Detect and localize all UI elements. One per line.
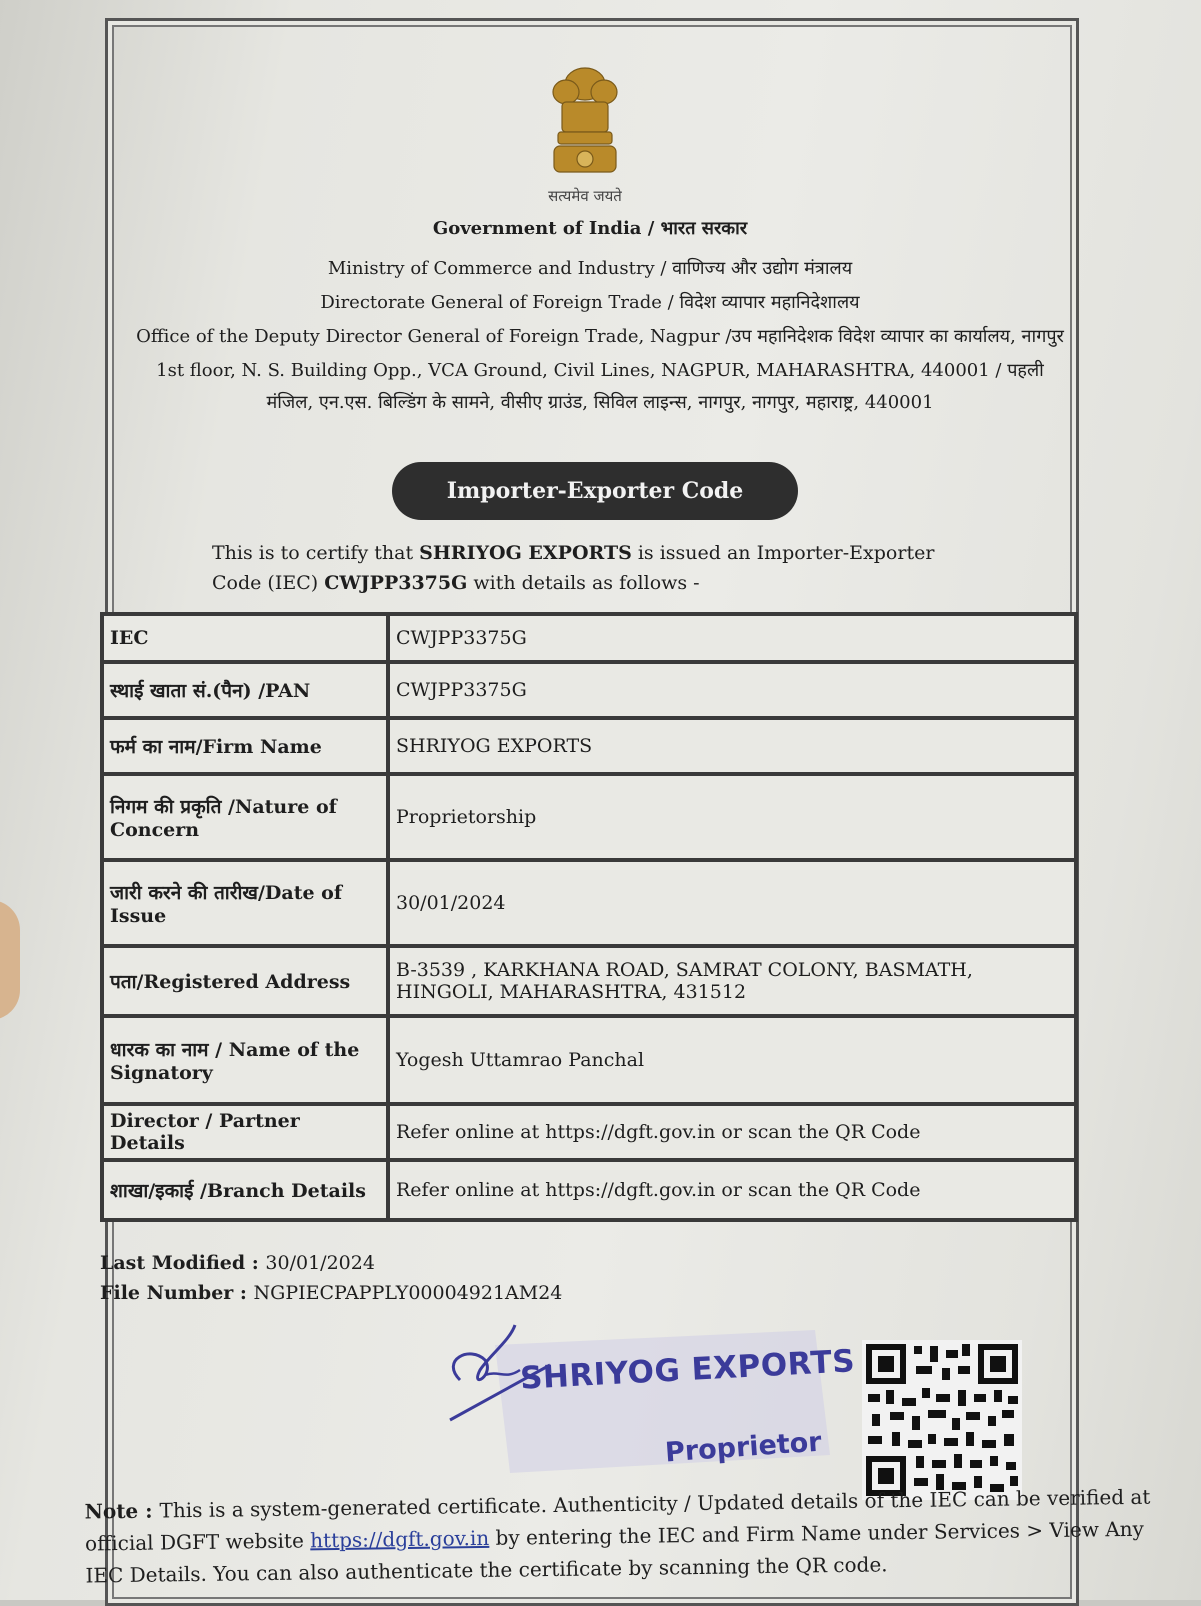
directorate-heading: Directorate General of Foreign Trade / विदेश व्यापार महानिदेशालय bbox=[320, 292, 860, 313]
ministry-heading: Ministry of Commerce and Industry / वाणिज्य और उद्योग मंत्रालय bbox=[327, 258, 853, 279]
table-row bbox=[104, 664, 1074, 716]
row-value: Yogesh Uttamrao Panchal bbox=[390, 1018, 1074, 1102]
row-value: 30/01/2024 bbox=[390, 862, 1074, 944]
office-address-line2: मंजिल, एन.एस. बिल्डिंग के सामने, वीसीए ग्राउंड, सिविल लाइन्स, नागपुर, नागपुर, महाराष्ट्र, 440001 bbox=[266, 392, 934, 413]
stamp-firm-name: SHRIYOG EXPORTS bbox=[519, 1343, 856, 1397]
file-number-value: NGPIECPAPPLY00004921AM24 bbox=[253, 1282, 563, 1304]
file-number: File Number : NGPIECPAPPLY00004921AM24 bbox=[100, 1282, 563, 1304]
office-heading: Office of the Deputy Director General of Foreign Trade, Nagpur /उप महानिदेशक विदेश व्यापार का कार्यालय, नागपुर bbox=[136, 326, 1064, 347]
row-label: Director / Partner Details bbox=[104, 1106, 386, 1158]
row-label: जारी करने की तारीख/Date of Issue bbox=[104, 862, 386, 944]
row-value: B-3539 , KARKHANA ROAD, SAMRAT COLONY, BASMATH, HINGOLI, MAHARASHTRA, 431512 bbox=[390, 948, 1074, 1014]
signature-icon bbox=[430, 1320, 580, 1435]
note-label: Note : bbox=[84, 1498, 160, 1524]
row-label: निगम की प्रकृति /Nature of Concern bbox=[104, 776, 386, 858]
row-value: CWJPP3375G bbox=[390, 616, 1074, 660]
row-label: IEC bbox=[104, 616, 386, 660]
certification-statement: This is to certify that SHRIYOG EXPORTS is issued an Importer-Exporter Code (IEC) CWJPP3375G with details as follows - bbox=[212, 542, 935, 594]
certified-iec: CWJPP3375G bbox=[324, 572, 468, 594]
row-label: पता/Registered Address bbox=[104, 948, 386, 1014]
row-value: CWJPP3375G bbox=[390, 664, 1074, 716]
iec-details-table bbox=[100, 612, 1078, 1222]
dgft-website-link[interactable]: https://dgft.gov.in bbox=[310, 1525, 490, 1553]
table-row bbox=[104, 720, 1074, 772]
row-value: Refer online at https://dgft.gov.in or scan the QR Code bbox=[390, 1162, 1074, 1218]
row-label: शाखा/इकाई /Branch Details bbox=[104, 1162, 386, 1218]
row-value: SHRIYOG EXPORTS bbox=[390, 720, 1074, 772]
row-label: धारक का नाम / Name of the Signatory bbox=[104, 1018, 386, 1102]
row-value: Refer online at https://dgft.gov.in or scan the QR Code bbox=[390, 1106, 1074, 1158]
thumb-shadow bbox=[0, 900, 20, 1020]
table-row bbox=[104, 948, 1074, 1014]
office-address-line1: 1st floor, N. S. Building Opp., VCA Ground, Civil Lines, NAGPUR, MAHARASHTRA, 440001 / पहली bbox=[156, 360, 1044, 381]
government-heading: Government of India / भारत सरकार bbox=[432, 218, 748, 239]
row-label: फर्म का नाम/Firm Name bbox=[104, 720, 386, 772]
table-row bbox=[104, 1162, 1074, 1218]
qr-code-icon bbox=[862, 1340, 1022, 1500]
certified-firm-name: SHRIYOG EXPORTS bbox=[419, 542, 632, 564]
stamp-role: Proprietor bbox=[664, 1426, 823, 1469]
table-row bbox=[104, 1106, 1074, 1158]
table-row bbox=[104, 1018, 1074, 1102]
table-row bbox=[104, 862, 1074, 944]
table-row bbox=[104, 616, 1074, 660]
row-label: स्थाई खाता सं.(पैन) /PAN bbox=[104, 664, 386, 716]
national-motto: सत्यमेव जयते bbox=[548, 187, 622, 205]
national-emblem-icon bbox=[540, 62, 630, 187]
certificate-title: Importer-Exporter Code bbox=[392, 462, 798, 520]
row-value: Proprietorship bbox=[390, 776, 1074, 858]
last-modified-value: 30/01/2024 bbox=[265, 1252, 375, 1274]
last-modified: Last Modified : 30/01/2024 bbox=[100, 1252, 375, 1274]
table-row bbox=[104, 776, 1074, 858]
verification-note: Note : This is a system-generated certificate. Authenticity / Updated details of the IEC can be verified at official DGFT website https://dgft.gov.in by entering the IEC and Firm Name under Services > View Any IEC Details. You can also authenticate the certificate by scanning the QR code. bbox=[84, 1484, 1151, 1588]
